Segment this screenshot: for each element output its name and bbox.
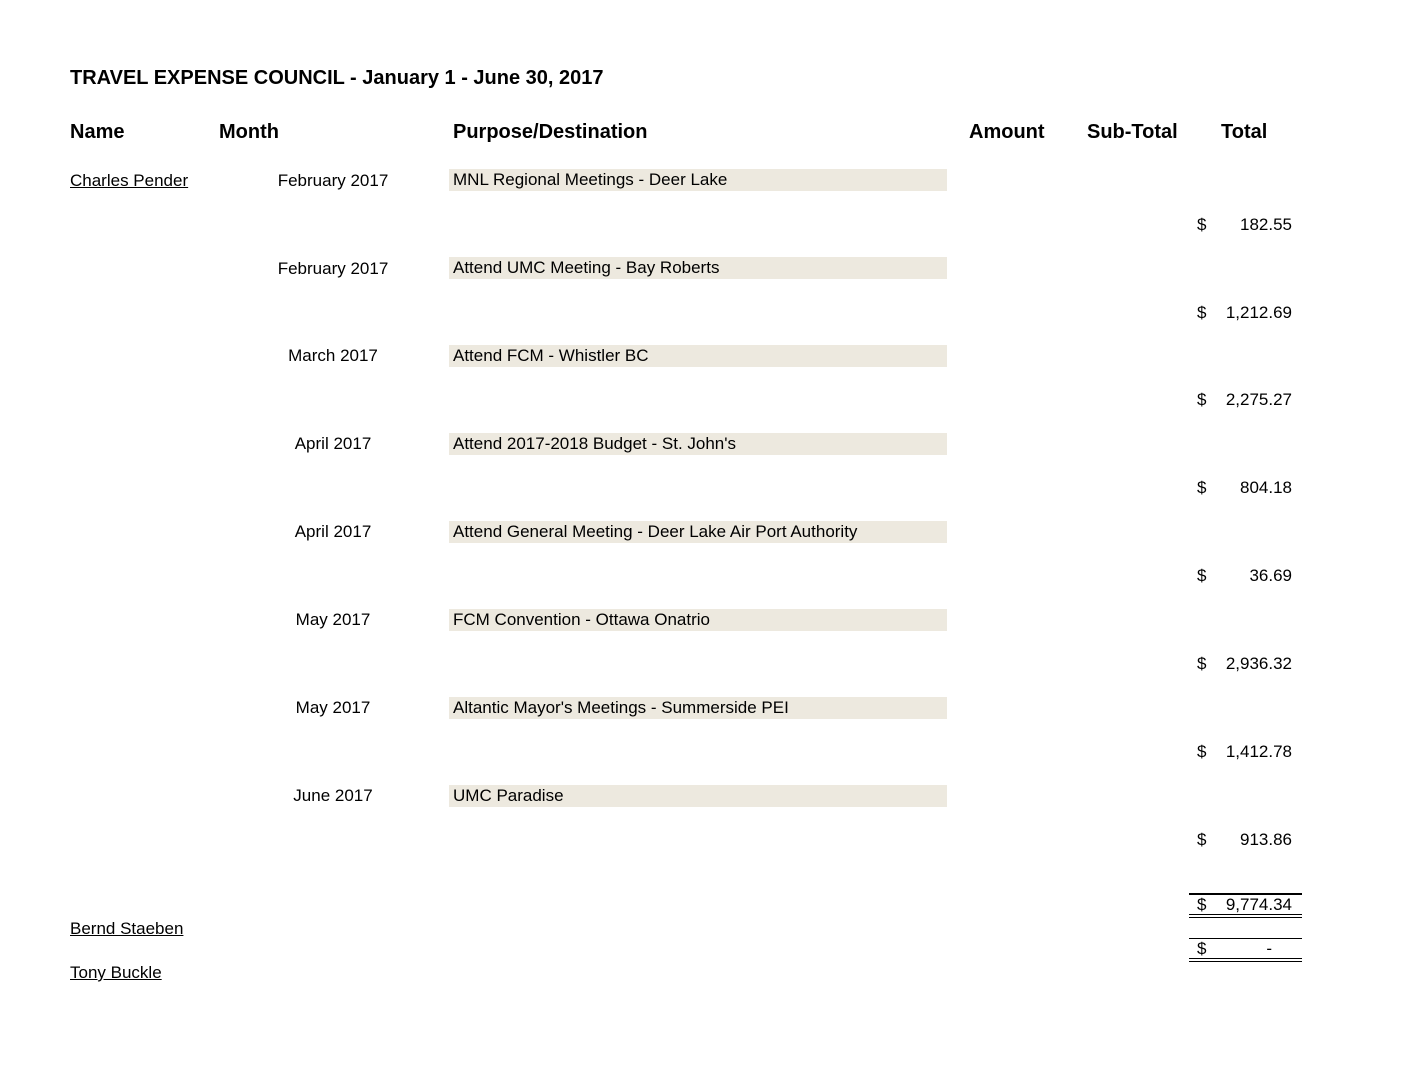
entry-currency-symbol: $ [1197,742,1207,761]
header-purpose: Purpose/Destination [453,121,648,143]
entry-total: 2,936.32 [1225,654,1292,673]
entry-purpose: Attend 2017-2018 Budget - St. John's [449,433,947,455]
entry-month: February 2017 [277,259,389,278]
entry-purpose: Attend UMC Meeting - Bay Roberts [449,257,947,279]
entry-purpose: Attend FCM - Whistler BC [449,345,947,367]
header-amount: Amount [969,121,1045,143]
total-double-rule-lower [1189,917,1302,918]
total-double-rule-lower [1189,961,1302,962]
entry-purpose: Attend General Meeting - Deer Lake Air Port Authority [449,521,947,543]
entry-purpose: Altantic Mayor's Meetings - Summerside PEI [449,697,947,719]
entry-purpose: MNL Regional Meetings - Deer Lake [449,169,947,191]
entry-total: 913.86 [1240,830,1292,849]
entry-total: 36.69 [1249,566,1292,585]
entry-currency-symbol: $ [1197,478,1207,497]
entry-month: February 2017 [277,171,389,190]
entry-total: 1,212.69 [1225,303,1292,322]
entry-month: April 2017 [294,522,372,541]
header-month: Month [219,121,279,143]
entry-currency-symbol: $ [1197,566,1207,585]
header-name: Name [70,121,125,143]
entry-purpose: FCM Convention - Ottawa Onatrio [449,609,947,631]
councillor-total-currency-symbol: $ [1197,895,1207,914]
councillor-name-tony-buckle[interactable]: Tony Buckle [70,963,162,982]
entry-total: 182.55 [1240,215,1292,234]
entry-month: March 2017 [288,346,378,365]
councillor-total: 9,774.34 [1225,895,1292,914]
entry-total: 804.18 [1240,478,1292,497]
entry-currency-symbol: $ [1197,830,1207,849]
entry-currency-symbol: $ [1197,654,1207,673]
total-double-rule-upper [1189,958,1302,959]
entry-month: May 2017 [295,698,371,717]
entry-currency-symbol: $ [1197,303,1207,322]
councillor-total: - [1266,939,1272,958]
entry-month: June 2017 [293,786,373,805]
header-total: Total [1221,121,1268,143]
entry-month: April 2017 [294,434,372,453]
entry-month: May 2017 [295,610,371,629]
entry-purpose: UMC Paradise [449,785,947,807]
entry-currency-symbol: $ [1197,390,1207,409]
entry-total: 1,412.78 [1225,742,1292,761]
page-title: TRAVEL EXPENSE COUNCIL - January 1 - June 30, 2017 [70,67,604,89]
header-subtotal: Sub-Total [1087,121,1178,143]
entry-currency-symbol: $ [1197,215,1207,234]
entry-total: 2,275.27 [1225,390,1292,409]
councillor-name-bernd-staeben[interactable]: Bernd Staeben [70,919,184,938]
total-double-rule-upper [1189,914,1302,915]
councillor-total-currency-symbol: $ [1197,939,1207,958]
councillor-name-charles-pender[interactable]: Charles Pender [70,171,189,190]
